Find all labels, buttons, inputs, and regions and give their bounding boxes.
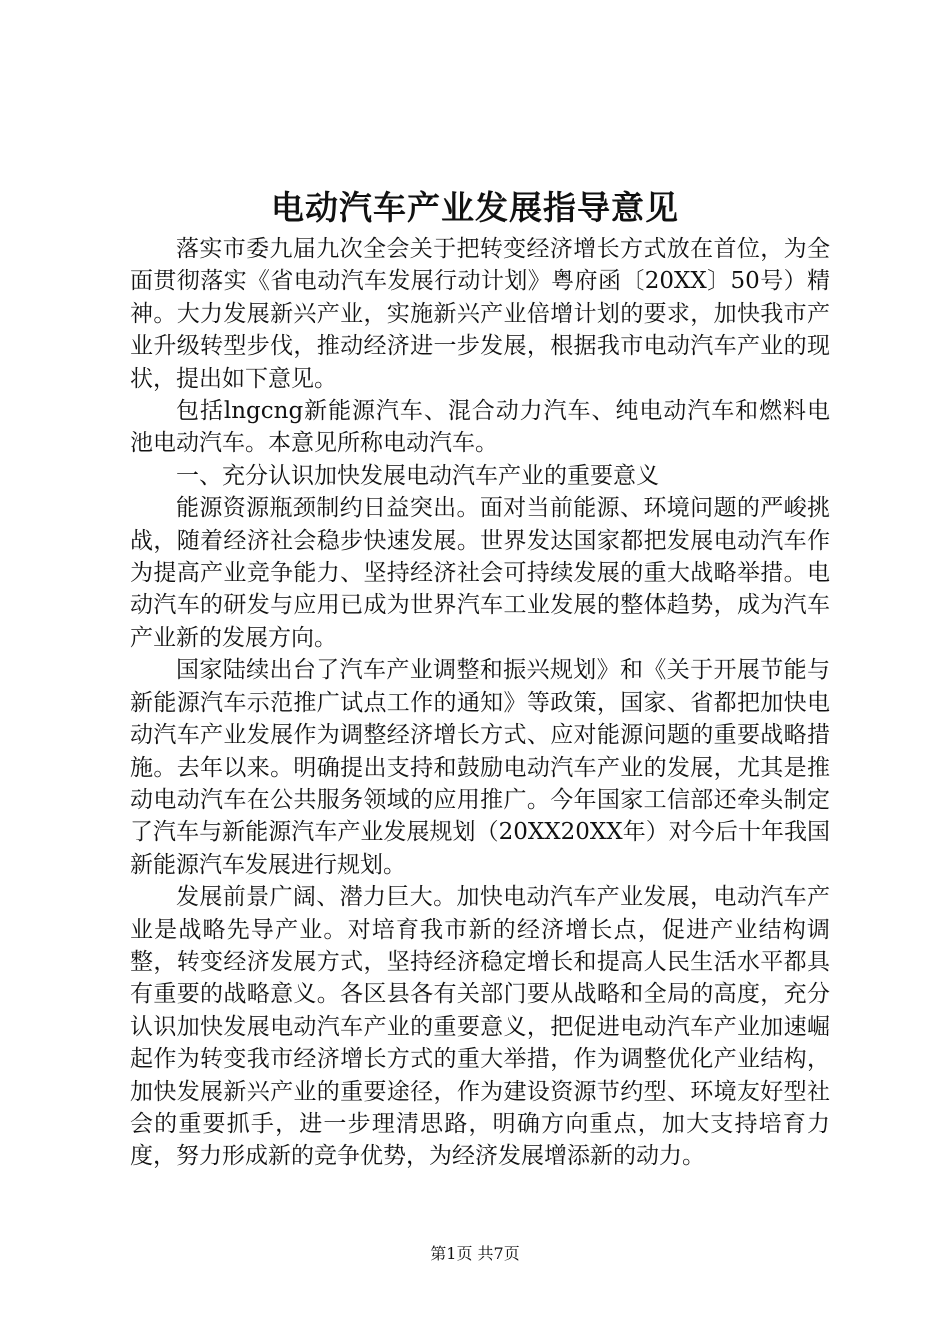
paragraph-energy: 能源资源瓶颈制约日益突出。面对当前能源、环境问题的严峻挑战，随着经济社会稳步快速发展。世界发达国家都把发展电动汽车作为提高产业竞争能力、坚持经济社会可持续发展的重大战略举措。电动汽车的研发与应用已成为世界汽车工业发展的整体趋势，成为汽车产业新的发展方向。 [130,495,830,651]
section-heading-1: 一、充分认识加快发展电动汽车产业的重要意义 [176,462,659,489]
paragraph-prospect: 发展前景广阔、潜力巨大。加快电动汽车产业发展，电动汽车产业是战略先导产业。对培育我市新的经济增长点，促进产业结构调整，转变经济发展方式，坚持经济稳定增长和提高人民生活水平都具有重要的战略意义。各区县各有关部门要从战略和全局的高度，充分认识加快发展电动汽车产业的重要意义，把促进电动汽车产业加速崛起作为转变我市经济增长方式的重大举措，作为调整优化产业结构，加快发展新兴产业的重要途径，作为建设资源节约型、环境友好型社会的重要抓手，进一步理清思路，明确方向重点，加大支持培育力度，努力形成新的竞争优势，为经济发展增添新的动力。 [130,884,830,1170]
page-footer: 第1页 共7页 [430,1244,520,1263]
paragraph-scope: 包括lngcng新能源汽车、混合动力汽车、纯电动汽车和燃料电池电动汽车。本意见所称电动汽车。 [130,398,830,457]
document-title: 电动汽车产业发展指导意见 [271,188,679,227]
document-body [130,233,830,1173]
paragraph-policy: 国家陆续出台了汽车产业调整和振兴规划》和《关于开展节能与新能源汽车示范推广试点工作的通知》等政策，国家、省都把加快电动汽车产业发展作为调整经济增长方式、应对能源问题的重要战略措施。去年以来。明确提出支持和鼓励电动汽车产业的发展，尤其是推动电动汽车在公共服务领域的应用推广。今年国家工信部还牵头制定了汽车与新能源汽车产业发展规划（20XX20XX年）对今后十年我国新能源汽车发展进行规划。 [130,657,830,878]
paragraph-intro: 落实市委九届九次全会关于把转变经济增长方式放在首位，为全面贯彻落实《省电动汽车发展行动计划》粤府函〔20XX〕50号）精神。大力发展新兴产业，实施新兴产业倍增计划的要求，加快我市产业升级转型步伐，推动经济进一步发展，根据我市电动汽车产业的现状，提出如下意见。 [130,236,830,392]
